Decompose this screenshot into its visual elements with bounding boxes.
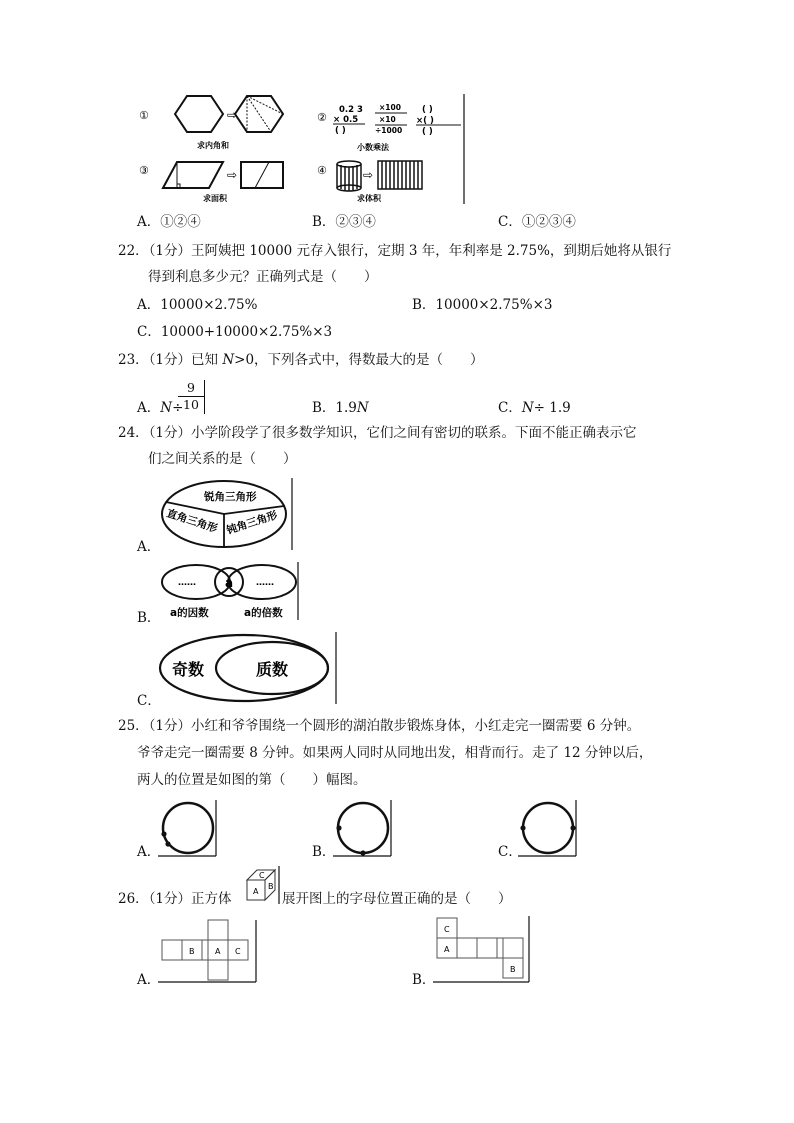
- q25-figure-b: [333, 798, 395, 858]
- q25-stem-line3: 两人的位置是如图的第（ ）幅图。: [137, 772, 367, 788]
- q25-stem-line1: 25．（1分）小红和爷爷围绕一个圆形的湖泊散步锻炼身体，小红走完一圈需要 6 分钟。: [118, 718, 641, 734]
- svg-text:÷1000: ÷1000: [375, 126, 403, 135]
- q23-option-c[interactable]: C．N÷ 1.9: [498, 400, 571, 416]
- position-dot: [165, 841, 170, 846]
- cut-cylinder-shape: [378, 161, 422, 189]
- arrow-icon: ⇨: [363, 168, 374, 182]
- fig-num-4: ④: [317, 164, 327, 177]
- q26-option-a[interactable]: A．: [137, 972, 161, 988]
- cylinder-shape: [337, 161, 361, 191]
- cube-figure: [243, 866, 281, 906]
- svg-text:×100: ×100: [379, 103, 401, 112]
- q23-option-b[interactable]: B．1.9N: [312, 400, 369, 416]
- q25-option-a[interactable]: A．: [137, 844, 161, 860]
- svg-text:A: A: [253, 887, 259, 896]
- q25-figure-c: [518, 798, 580, 858]
- q24-stem-line2: 们之间关系的是（ ）: [148, 451, 297, 467]
- svg-text:( ): ( ): [335, 126, 346, 136]
- fig-caption-1: 求内角和: [197, 141, 229, 150]
- parallelogram-shape: [163, 162, 223, 188]
- acute-triangle-label: 锐角三角形: [204, 491, 257, 503]
- prime-numbers-label: 质数: [256, 660, 289, 679]
- svg-text:A: A: [215, 947, 221, 956]
- svg-text:×10: ×10: [379, 115, 396, 124]
- svg-text:B: B: [189, 947, 195, 956]
- arrow-icon: ⇨: [227, 108, 238, 122]
- q21-option-c[interactable]: C．①②③④: [498, 214, 576, 230]
- position-dot: [336, 825, 341, 830]
- svg-text:a: a: [225, 576, 234, 590]
- q22-option-a[interactable]: A．10000×2.75%: [137, 297, 258, 313]
- svg-text:……: ……: [256, 578, 274, 588]
- q25-stem-line2: 爷爷走完一圈需要 8 分钟。如果两人同时从同地出发，相背而行。走了 12 分钟以后，: [137, 745, 653, 761]
- svg-text:0.2 3: 0.2 3: [339, 105, 363, 115]
- q24-figure-a: [158, 476, 294, 552]
- q26-net-a: [158, 918, 258, 986]
- svg-text:C: C: [444, 925, 450, 934]
- svg-text:C: C: [259, 871, 265, 880]
- q21-figure: [135, 92, 467, 206]
- q24-stem-line1: 24．（1分）小学阶段学了很多数学知识，它们之间有密切的联系。下面不能正确表示它: [118, 425, 637, 441]
- q22-option-c[interactable]: C．10000+10000×2.75%×3: [137, 324, 333, 340]
- q23-option-a-fraction: 9 10: [178, 380, 205, 414]
- svg-text:……: ……: [178, 578, 196, 588]
- q25-figure-a: [158, 798, 220, 858]
- fig-caption-2: 小数乘法: [357, 143, 389, 152]
- obtuse-triangle-label: 钝角三角形: [225, 509, 279, 537]
- q23-stem: 23．（1分）已知 N>0，下列各式中，得数最大的是（ ）: [118, 352, 484, 368]
- q26-option-b[interactable]: B．: [412, 972, 436, 988]
- q26-stem-b: 展开图上的字母位置正确的是（ ）: [282, 891, 512, 907]
- q26-stem-a: 26．（1分）正方体: [118, 891, 232, 907]
- fig-num-3: ③: [139, 164, 149, 177]
- q24-option-a[interactable]: A．: [137, 539, 161, 555]
- svg-text:( ): ( ): [422, 127, 433, 137]
- q25-option-c[interactable]: C．: [498, 844, 522, 860]
- position-dot: [360, 850, 365, 855]
- fig-num-2: ②: [317, 111, 327, 124]
- svg-text:×( ): ×( ): [416, 116, 434, 126]
- right-triangle-label: 直角三角形: [165, 507, 219, 536]
- fig-caption-4: 求体积: [357, 194, 381, 203]
- svg-text:C: C: [235, 947, 241, 956]
- q23-option-a[interactable]: A．N÷: [137, 400, 184, 416]
- svg-text:B: B: [268, 882, 274, 891]
- svg-text:A: A: [444, 945, 450, 954]
- svg-text:a的因数: a的因数: [170, 607, 209, 619]
- q24-option-c[interactable]: C．: [137, 693, 161, 709]
- fig-caption-3: 求面积: [203, 194, 227, 203]
- svg-text:B: B: [510, 965, 516, 974]
- odd-numbers-label: 奇数: [172, 660, 205, 679]
- q21-option-a[interactable]: A．①②④: [137, 214, 201, 230]
- q22-option-b[interactable]: B．10000×2.75%×3: [412, 297, 553, 313]
- q24-figure-c: [158, 630, 338, 706]
- svg-text:a的倍数: a的倍数: [244, 607, 283, 619]
- q22-stem-line1: 22．（1分）王阿姨把 10000 元存入银行，定期 3 年，年利率是 2.75%，到期后她将从银行: [118, 243, 672, 259]
- hexagon-shape: [175, 96, 223, 132]
- svg-text:× 0.5: × 0.5: [333, 115, 359, 125]
- arrow-icon: ⇨: [227, 168, 238, 182]
- position-dot: [520, 825, 525, 830]
- q22-stem-line2: 得到利息多少元？正确列式是（ ）: [148, 269, 378, 285]
- position-dot: [161, 831, 166, 836]
- q24-option-b[interactable]: B．: [137, 610, 161, 626]
- position-dot: [570, 825, 575, 830]
- q24-figure-b: [158, 560, 302, 622]
- q25-option-b[interactable]: B．: [312, 844, 336, 860]
- svg-text:( ): ( ): [422, 105, 433, 115]
- fig-num-1: ①: [139, 109, 149, 122]
- q21-option-b[interactable]: B．②③④: [312, 214, 376, 230]
- q26-net-b: [433, 914, 533, 986]
